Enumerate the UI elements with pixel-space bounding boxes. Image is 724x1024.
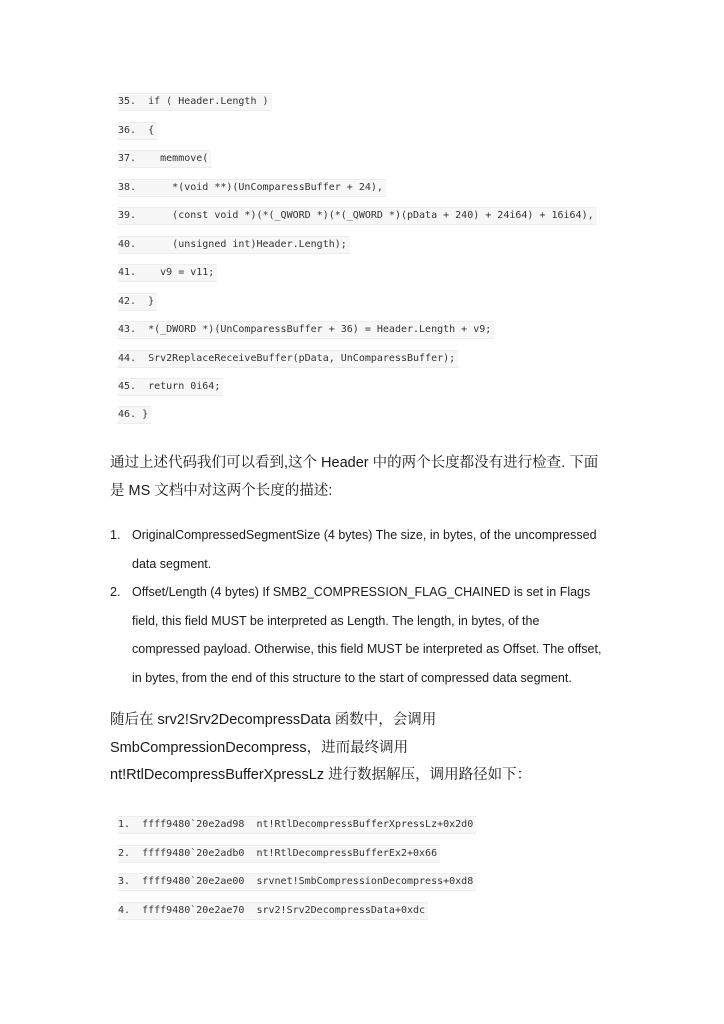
list-item-line: OriginalCompressedSegmentSize (4 bytes) The size, in bytes, of the uncompressed <box>132 528 597 542</box>
list-item-line: in bytes, from the end of this structure to the start of compressed data segment. <box>132 670 572 685</box>
code-line: 38. *(void **)(UnComparessBuffer + 24), <box>118 179 386 197</box>
code-line: 2. ffff9480`20e2adb0 nt!RtlDecompressBufferEx2+0x66 <box>118 845 440 863</box>
code-line: 37. memmove( <box>118 150 211 168</box>
code-line: 3. ffff9480`20e2ae00 srvnet!SmbCompressionDecompress+0xd8 <box>118 873 476 891</box>
paragraph-header-check <box>110 449 610 505</box>
list-item-line: compressed payload. Otherwise, this field MUST be interpreted as Offset. The offset, <box>132 642 602 656</box>
code-line: 1. ffff9480`20e2ad98 nt!RtlDecompressBufferXpressLz+0x2d0 <box>118 816 476 834</box>
paragraph-line: 通过上述代码我们可以看到,这个 Header 中的两个长度都没有进行检查. 下面 <box>110 455 599 471</box>
code-line: 41. v9 = v11; <box>118 264 217 282</box>
paragraph-line: nt!RtlDecompressBufferXpressLz 进行数据解压，调用路径如下： <box>110 767 532 783</box>
paragraph-line: 随后在 srv2!Srv2DecompressData 函数中，会调用 <box>110 712 437 728</box>
code-line: 35. if ( Header.Length ) <box>118 93 272 111</box>
list-item <box>110 521 620 578</box>
list-item-line: field, this field MUST be interpreted as Length. The length, in bytes, of the <box>132 613 540 628</box>
code-line: 40. (unsigned int)Header.Length); <box>118 236 350 254</box>
list-item <box>110 578 620 692</box>
code-line: 44. Srv2ReplaceReceiveBuffer(pData, UnComparessBuffer); <box>118 350 458 368</box>
list-item-number: 1. <box>110 528 121 542</box>
list-item-line: data segment. <box>132 556 212 571</box>
code-line: 46. } <box>118 406 151 424</box>
list-item-number: 2. <box>110 585 121 599</box>
paragraph-line: 是 MS 文档中对这两个长度的描述: <box>110 483 333 499</box>
code-line: 39. (const void *)(*(_QWORD *)(*(_QWORD *)(pData + 240) + 24i64) + 16i64), <box>118 207 597 225</box>
paragraph-line: SmbCompressionDecompress，进而最终调用 <box>110 739 409 756</box>
paragraph-call-path <box>110 707 630 790</box>
code-line: 43. *(_DWORD *)(UnComparessBuffer + 36) = Header.Length + v9; <box>118 321 494 339</box>
code-line: 4. ffff9480`20e2ae70 srv2!Srv2DecompressData+0xdc <box>118 902 428 920</box>
field-description-list <box>110 521 620 692</box>
code-line: 42. } <box>118 293 157 311</box>
code-line: 36. { <box>118 122 157 140</box>
code-line: 45. return 0i64; <box>118 378 223 396</box>
list-item-line: Offset/Length (4 bytes) If SMB2_COMPRESSION_FLAG_CHAINED is set in Flags <box>132 585 591 599</box>
